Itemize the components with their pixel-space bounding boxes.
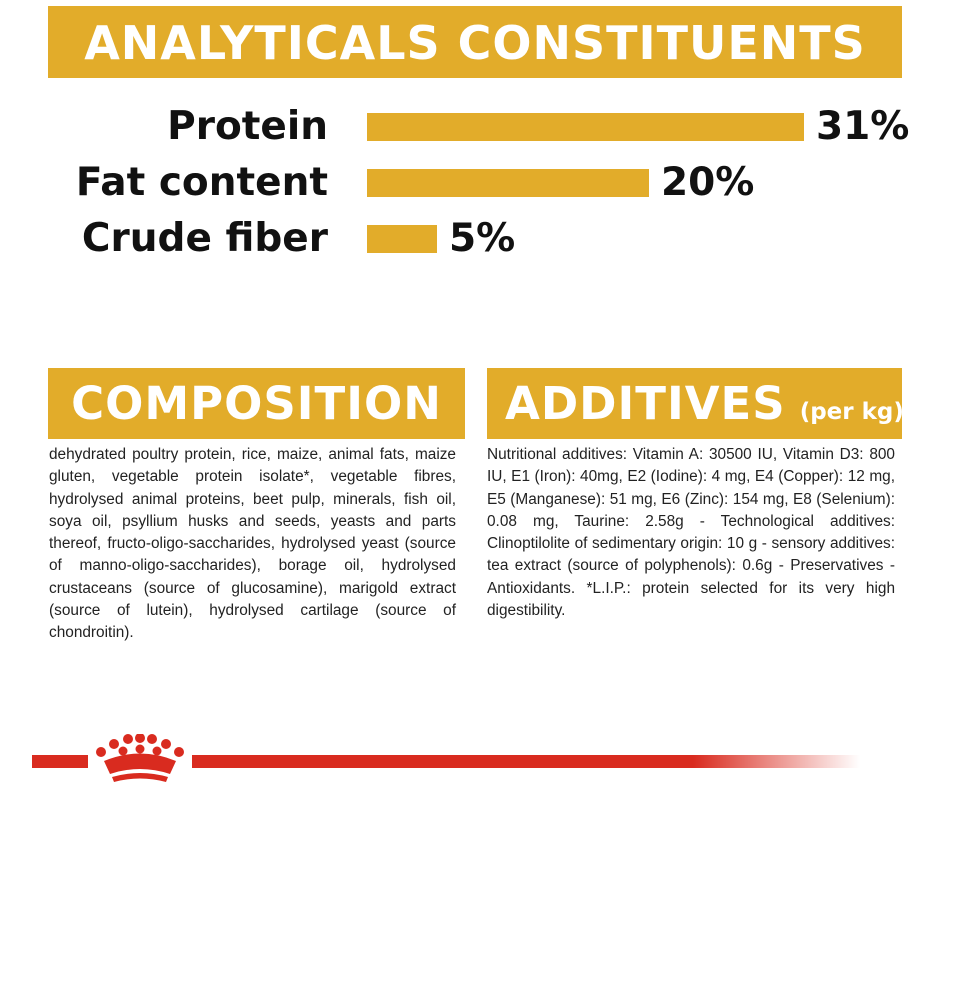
- bar-label-2: Crude fiber: [81, 216, 328, 261]
- additives-title: ADDITIVES: [505, 377, 786, 430]
- bar-value-1: 20%: [661, 160, 755, 205]
- bar-0: [367, 113, 804, 141]
- bar-label-0: Protein: [167, 104, 328, 149]
- composition-banner: [48, 368, 465, 439]
- additives-banner: [487, 368, 902, 439]
- analyticals-title: ANALYTICALS CONSTITUENTS: [84, 16, 866, 70]
- composition-title: COMPOSITION: [71, 377, 442, 430]
- crown-icon: [88, 734, 192, 784]
- additives-subtitle: (per kg): [799, 399, 904, 425]
- divider-line-right: [192, 755, 860, 768]
- bar-1: [367, 169, 649, 197]
- composition-text: dehydrated poultry protein, rice, maize, animal fats, maize gluten, vegetable protein isolate*, vegetable fibres, hydrolysed animal proteins, beet pulp, minerals, fish oil, soya oil, psyllium husks and seeds, yeasts and parts thereof, fructo-oligo-saccharides, hydrolysed yeast (source of manno-oligo-saccharides), borage oil, hydrolysed crustaceans (source of glucosamine), marigold extract (source of lutein), hydrolysed cartilage (source of chondroitin).: [49, 446, 456, 642]
- bar-value-0: 31%: [816, 104, 910, 149]
- bar-value-2: 5%: [449, 216, 516, 261]
- bar-label-1: Fat content: [75, 160, 328, 205]
- analyticals-banner: [48, 6, 902, 78]
- divider-line-left: [32, 755, 88, 768]
- additives-text: Nutritional additives: Vitamin A: 30500 IU, Vitamin D3: 800 IU, E1 (Iron): 40mg, E2 (Iodine): 4 mg, E4 (Copper): 12 mg, E5 (Manganese): 51 mg, E6 (Zinc): 154 mg, E8 (Selenium): 0.08 mg, Taurine: 2.58g - Technological additives: Clinoptilolite of sedimentary origin: 10 g - sensory additives: tea extract (source of polyphenols): 0.6g - Preservatives - Antioxidants. *L.I.P.: protein selected for its very high digestibility.: [487, 446, 895, 620]
- bar-2: [367, 225, 437, 253]
